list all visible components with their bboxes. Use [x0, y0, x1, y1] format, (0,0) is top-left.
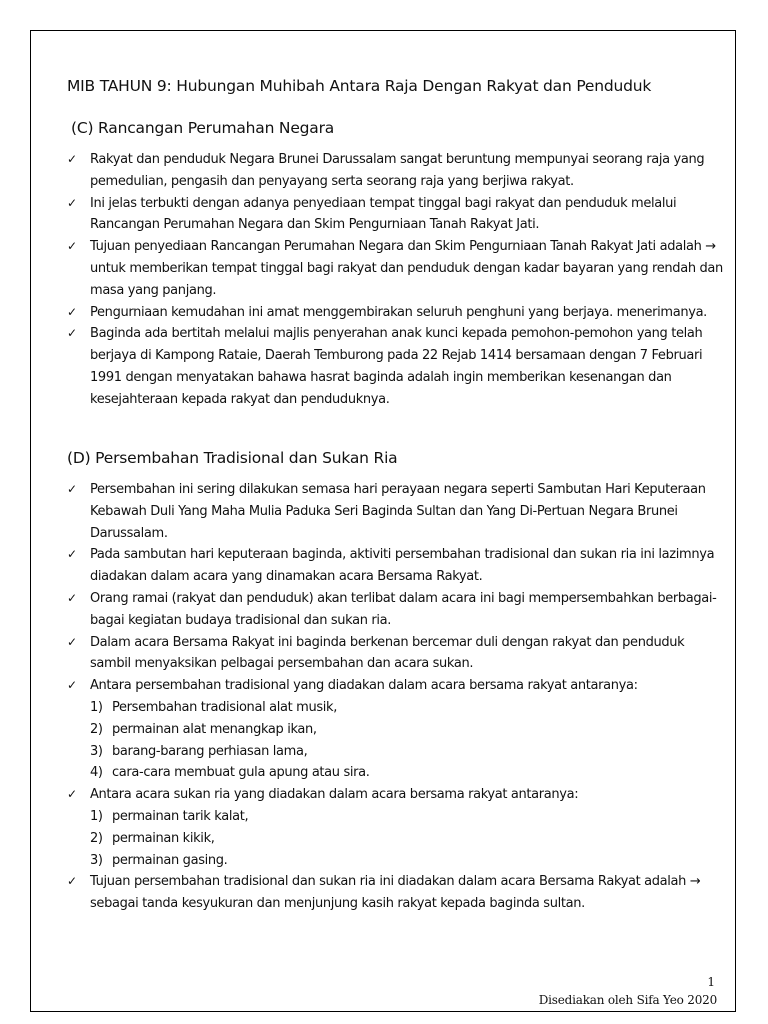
check-icon: ✓ — [67, 678, 77, 693]
check-icon: ✓ — [67, 195, 77, 210]
check-icon: ✓ — [67, 152, 77, 166]
sub-item-number: 3) — [90, 743, 103, 759]
section-heading-c: (C) Rancangan Perumahan Negara — [71, 119, 335, 137]
arrow-right-icon: → — [689, 874, 701, 890]
list-item — [67, 588, 723, 632]
list-item-text: Pada sambutan hari keputeraan baginda, aktiviti persembahan tradisional dan sukan ria ini lazimnya diadakan dalam acara yang dinamakan acara Bersama Rakyat. — [90, 547, 715, 585]
section-d-list — [67, 479, 723, 915]
sub-item-text: Persembahan tradisional alat musik, — [112, 699, 337, 715]
sports-event-list — [90, 806, 723, 871]
document-page — [30, 30, 736, 1012]
list-item-text: Tujuan persembahan tradisional dan sukan ria ini diadakan dalam acara Bersama Rakyat adalah — [90, 874, 687, 890]
list-item-text: Orang ramai (rakyat dan penduduk) akan terlibat dalam acara ini bagi mempersembahkan berbagai-bagai kegiatan budaya tradisional dan sukan ria. — [90, 590, 717, 628]
list-item — [67, 149, 723, 193]
check-icon: ✓ — [67, 239, 77, 254]
sub-item-number: 2) — [90, 830, 103, 846]
list-item — [67, 236, 723, 301]
document-title: MIB TAHUN 9: Hubungan Muhibah Antara Raja Dengan Rakyat dan Penduduk — [67, 77, 652, 95]
arrow-right-icon: → — [705, 239, 716, 255]
check-icon: ✓ — [67, 590, 77, 605]
list-item-text: Dalam acara Bersama Rakyat ini baginda berkenan bercemar duli dengan rakyat dan penduduk sambil menyaksikan pelbagai persembahan dan acara sukan. — [90, 634, 685, 672]
sub-item-number: 1) — [90, 808, 103, 824]
traditional-performance-list — [90, 697, 723, 784]
sub-item-text: permainan alat menangkap ikan, — [112, 721, 317, 737]
list-item-text: Ini jelas terbukti dengan adanya penyediaan tempat tinggal bagi rakyat dan penduduk melalui Rancangan Perumahan Negara dan Skim Pengurniaan Tanah Rakyat Jati. — [90, 195, 677, 233]
list-item — [67, 675, 723, 784]
list-item-text: Antara acara sukan ria yang diadakan dalam acara bersama rakyat antaranya: — [90, 787, 579, 803]
list-item — [67, 871, 723, 915]
check-icon: ✓ — [67, 634, 77, 649]
check-icon: ✓ — [67, 874, 77, 889]
check-icon: ✓ — [67, 326, 77, 341]
list-item-text: sebagai tanda kesyukuran dan menjunjung kasih rakyat kepada baginda sultan. — [90, 896, 585, 912]
sub-item-text: barang-barang perhiasan lama, — [112, 743, 308, 759]
sub-item-number: 3) — [90, 852, 103, 868]
sub-list-item — [90, 828, 723, 850]
sub-item-text: permainan tarik kalat, — [112, 808, 249, 824]
list-item-text: Pengurniaan kemudahan ini amat menggembirakan seluruh penghuni yang berjaya. menerimanya. — [90, 304, 707, 320]
sub-item-number: 2) — [90, 721, 103, 737]
list-item-text: untuk memberikan tempat tinggal bagi rakyat dan penduduk dengan kadar bayaran yang rendah dan masa yang panjang. — [90, 260, 723, 298]
check-icon: ✓ — [67, 787, 77, 802]
sub-list-item — [90, 741, 723, 763]
list-item-text: Rakyat dan penduduk Negara Brunei Darussalam sangat beruntung mempunyai seorang raja yang pemedulian, pengasih dan penyayang serta seorang raja yang berjiwa rakyat. — [90, 152, 705, 189]
sub-list-item — [90, 806, 723, 828]
list-item — [67, 479, 723, 544]
list-item-text: Tujuan penyediaan Rancangan Perumahan Negara dan Skim Pengurniaan Tanah Rakyat Jati adalah — [90, 239, 702, 255]
sub-list-item — [90, 762, 723, 784]
sub-item-text: cara-cara membuat gula apung atau sira. — [112, 765, 370, 781]
section-c-list — [67, 149, 723, 411]
list-item-text: Antara persembahan tradisional yang diadakan dalam acara bersama rakyat antaranya: — [90, 678, 638, 694]
list-item — [67, 544, 723, 588]
check-icon: ✓ — [67, 304, 77, 319]
check-icon: ✓ — [67, 547, 77, 562]
sub-item-text: permainan kikik, — [112, 830, 215, 846]
check-icon: ✓ — [67, 482, 77, 496]
list-item-text: Baginda ada bertitah melalui majlis penyerahan anak kunci kepada pemohon-pemohon yang telah berjaya di Kampong Rataie, Daerah Temburong pada 22 Rejab 1414 bersamaan dengan 7 Februari 1991 dengan menyatakan bahawa hasrat baginda adalah ingin memberikan kesenangan dan kesejahteraan kepada rakyat dan penduduknya. — [90, 326, 703, 407]
list-item — [67, 193, 723, 237]
sub-list-item — [90, 697, 723, 719]
section-heading-d: (D) Persembahan Tradisional dan Sukan Ria — [67, 449, 398, 467]
sub-list-item — [90, 850, 723, 872]
sub-list-item — [90, 719, 723, 741]
footer-credit: Disediakan oleh Sifa Yeo 2020 — [538, 993, 717, 1007]
list-item — [67, 784, 723, 871]
list-item — [67, 323, 723, 410]
sub-item-number: 4) — [90, 765, 103, 781]
page-number: 1 — [707, 975, 715, 989]
sub-item-text: permainan gasing. — [112, 852, 228, 868]
list-item — [67, 632, 723, 676]
list-item-text: Persembahan ini sering dilakukan semasa hari perayaan negara seperti Sambutan Hari Keputeraan Kebawah Duli Yang Maha Mulia Paduka Seri Baginda Sultan dan Yang Di-Pertuan Negara Brunei Darussalam. — [90, 482, 706, 541]
list-item — [67, 302, 723, 324]
sub-item-number: 1) — [90, 699, 103, 715]
